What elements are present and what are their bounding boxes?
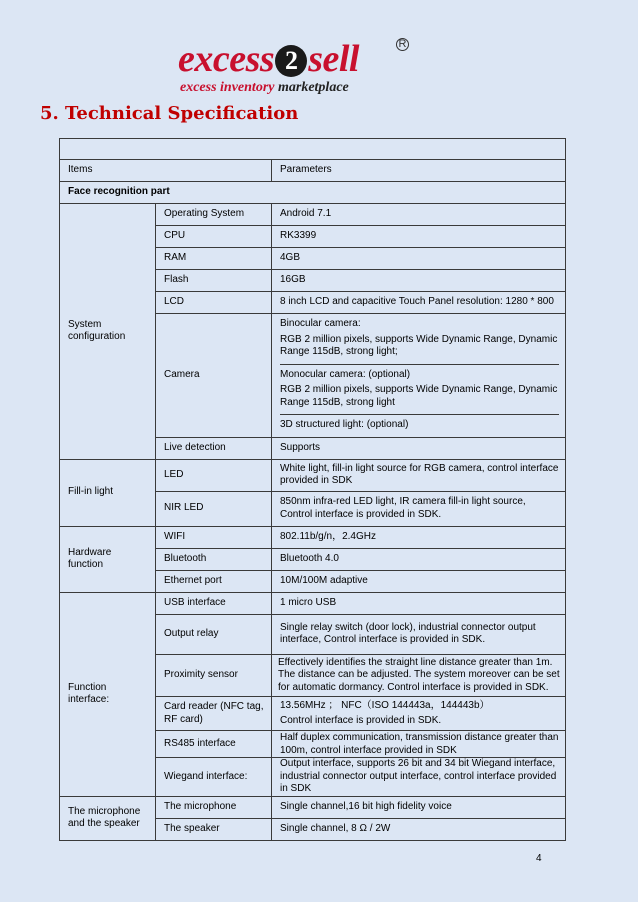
item-name: Card reader (NFC tag, RF card) xyxy=(156,697,272,731)
card-value-line1: 13.56MHz ； NFC（ISO 144443a，144443b） xyxy=(280,700,490,711)
item-name: Output relay xyxy=(156,614,272,654)
logo-two-badge: 2 xyxy=(275,45,307,77)
table-row xyxy=(60,526,566,548)
item-value: Single channel, 8 Ω / 2W xyxy=(272,818,566,840)
item-name: RS485 interface xyxy=(156,731,272,758)
item-value: 850nm infra-red LED light, IR camera fill-in light source, Control interface is provided in SDK. xyxy=(272,491,566,526)
group-microphone-speaker: The microphone and the speaker xyxy=(60,796,156,840)
item-name: The microphone xyxy=(156,796,272,818)
monocular-title: Monocular camera: (optional) xyxy=(280,368,411,380)
group-fill-in-light: Fill-in light xyxy=(60,459,156,526)
item-name: LED xyxy=(156,459,272,491)
group-system-configuration: System configuration xyxy=(60,204,156,460)
spec-table xyxy=(59,138,566,841)
table-row xyxy=(60,592,566,614)
item-value: 1 micro USB xyxy=(272,592,566,614)
binocular-title: Binocular camera: xyxy=(280,318,361,329)
header-items: Items xyxy=(60,160,272,182)
brand-logo xyxy=(178,38,418,100)
item-value: 10M/100M adaptive xyxy=(272,570,566,592)
monocular-camera-block xyxy=(280,365,559,416)
item-name-camera: Camera xyxy=(156,314,272,438)
item-name: RAM xyxy=(156,248,272,270)
item-value: RK3399 xyxy=(272,226,566,248)
structured-light-block: 3D structured light: (optional) xyxy=(280,419,409,430)
registered-mark-icon: R xyxy=(396,38,409,51)
table-row xyxy=(60,459,566,491)
item-value: 802.11b/g/n，2.4GHz xyxy=(272,526,566,548)
item-value: 16GB xyxy=(272,270,566,292)
camera-details xyxy=(272,314,566,438)
table-header-row xyxy=(60,160,566,182)
item-name: LCD xyxy=(156,292,272,314)
page-number: 4 xyxy=(536,853,542,864)
group-function-interface: Function interface: xyxy=(60,592,156,796)
item-name: CPU xyxy=(156,226,272,248)
item-value: Half duplex communication, transmission distance greater than 100m, control interface provided in SDK xyxy=(272,731,566,758)
item-value-card xyxy=(272,697,566,731)
item-name: Live detection xyxy=(156,437,272,459)
item-name: Flash xyxy=(156,270,272,292)
item-name: Operating System xyxy=(156,204,272,226)
item-name: USB interface xyxy=(156,592,272,614)
table-row xyxy=(60,182,566,204)
item-value: Single relay switch (door lock), industrial connector output interface, Control interface is provided in SDK. xyxy=(272,614,566,654)
item-name: NIR LED xyxy=(156,491,272,526)
table-row xyxy=(60,139,566,160)
item-name: Proximity sensor xyxy=(156,654,272,697)
table-row xyxy=(60,796,566,818)
logo-tagline: excess inventory marketplace xyxy=(180,80,349,95)
binocular-camera-block xyxy=(280,314,559,365)
blank-title-cell xyxy=(60,139,566,160)
item-name: WIFI xyxy=(156,526,272,548)
card-value-line2: Control interface is provided in SDK. xyxy=(280,714,442,726)
item-value: Output interface, supports 26 bit and 34 bit Wiegand interface, industrial connector output interface, control interface provided in SDK xyxy=(272,758,566,797)
item-value: Effectively identifies the straight line distance greater than 1m. The distance can be adjusted. The system moreover can be set for automatic dormancy. Control interface is provided in SDK. xyxy=(272,654,566,697)
item-value: White light, fill-in light source for RGB camera, control interface provided in SDK xyxy=(272,459,566,491)
group-hardware-function: Hardware function xyxy=(60,526,156,592)
header-parameters: Parameters xyxy=(272,160,566,182)
item-value: Supports xyxy=(272,437,566,459)
item-name: Wiegand interface: xyxy=(156,758,272,797)
item-name: Ethernet port xyxy=(156,570,272,592)
item-value: Bluetooth 4.0 xyxy=(272,548,566,570)
binocular-desc: RGB 2 million pixels, supports Wide Dynamic Range, Dynamic Range 115dB, strong light; xyxy=(280,333,558,357)
monocular-desc: RGB 2 million pixels, supports Wide Dynamic Range, Dynamic Range 115dB, strong light xyxy=(280,384,558,408)
item-value: 8 inch LCD and capacitive Touch Panel resolution: 1280 * 800 xyxy=(272,292,566,314)
item-value: Single channel,16 bit high fidelity voice xyxy=(272,796,566,818)
section-heading: 5. Technical Specification xyxy=(40,103,299,124)
logo-wordmark: excess 2 sell xyxy=(178,38,359,80)
item-value: 4GB xyxy=(272,248,566,270)
item-value: Android 7.1 xyxy=(272,204,566,226)
item-name: Bluetooth xyxy=(156,548,272,570)
section-face-recognition: Face recognition part xyxy=(60,182,566,204)
item-name: The speaker xyxy=(156,818,272,840)
table-row xyxy=(60,204,566,226)
